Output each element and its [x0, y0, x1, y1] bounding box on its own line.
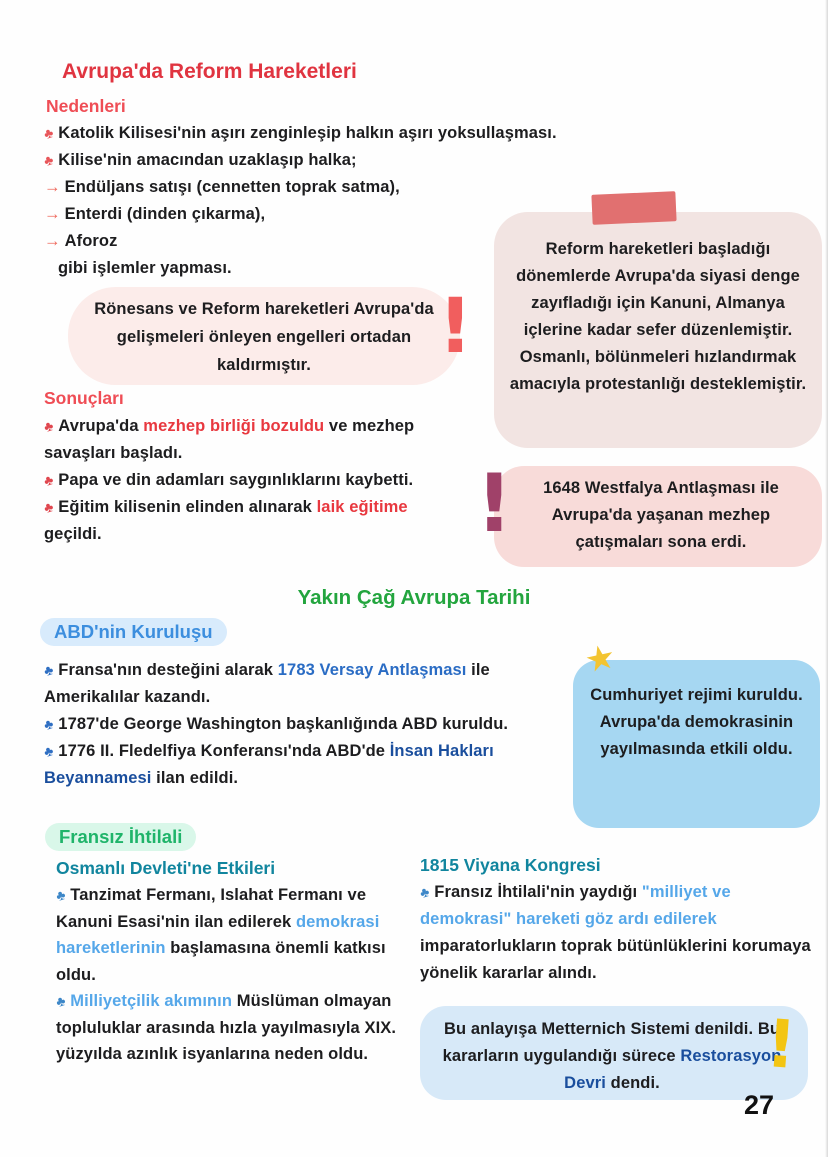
ottoman-column — [53, 858, 414, 1068]
metternich-note-box — [420, 1006, 808, 1100]
text-segment: Papa ve din adamları saygınlıklarını kaybetti. — [58, 471, 414, 489]
text-segment: Eğitim kilisenin elinden alınarak — [58, 498, 317, 516]
metternich-note-text — [420, 1006, 808, 1097]
list-item — [53, 988, 414, 1068]
text-segment-blue: Restorasyon Devri — [564, 1047, 782, 1092]
westphalia-note-box — [494, 466, 822, 567]
text-segment-blue: 1783 Versay Antlaşması — [277, 661, 467, 679]
club-bullet-icon: ♣ — [417, 882, 432, 902]
text-segment: imparatorlukların toprak bütünlüklerini korumaya yönelik kararlar alındı. — [420, 937, 811, 982]
taped-note-text: Reform hareketleri başladığı dönemlerde Avrupa'da siyasi denge zayıfladığı için Kanuni, Almanya içlerine kadar sefer düzenlemiştir. Osmanlı, bölünmeleri hızlandırmak amacıyla protestanlığı desteklemiştir. — [509, 240, 807, 393]
star-note-box — [573, 660, 820, 828]
exclamation-icon: ! — [763, 1005, 799, 1084]
club-bullet-icon: ♣ — [53, 991, 68, 1011]
vienna-column — [417, 855, 825, 987]
club-bullet-icon: ♣ — [41, 660, 56, 680]
results-heading: Sonuçları — [44, 388, 124, 408]
usa-heading: ABD'nin Kuruluşu — [40, 618, 227, 646]
tape-icon — [591, 191, 676, 225]
list-item — [41, 657, 582, 711]
text-segment: Fransız İhtilali'nin yaydığı — [434, 883, 642, 901]
text-segment: başlamasına önemli katkısı oldu. — [56, 939, 386, 984]
list-item-text: Kilise'nin amacından uzaklaşıp halka; — [58, 151, 357, 169]
page-number: 27 — [744, 1090, 775, 1120]
ottoman-heading: Osmanlı Devleti'ne Etkileri — [56, 858, 276, 878]
text-segment-red: laik eğitime — [316, 498, 408, 516]
usa-list — [41, 657, 582, 792]
text-segment-blue: "milliyet ve demokrasi" hareketi göz ardı edilerek — [420, 883, 731, 928]
text-segment: 1787'de George Washington başkanlığında ABD kuruldu. — [58, 715, 509, 733]
results-list — [41, 413, 449, 548]
list-item — [41, 494, 449, 548]
club-bullet-icon: ♣ — [41, 741, 56, 761]
page-title: Avrupa'da Reform Hareketleri — [62, 60, 357, 83]
exclamation-icon: ! — [438, 281, 473, 370]
vienna-heading: 1815 Viyana Kongresi — [420, 855, 601, 875]
arrow-icon: → — [44, 178, 61, 196]
causes-heading: Nedenleri — [46, 96, 126, 116]
club-bullet-icon: ♣ — [41, 123, 56, 143]
text-segment: 1776 II. Fledelfiya Konferansı'nda ABD'de — [58, 742, 390, 760]
list-item — [41, 147, 604, 174]
text-segment-blue: Milliyetçilik akımının — [70, 992, 233, 1010]
list-item — [53, 882, 414, 988]
arrow-icon: → — [44, 232, 61, 250]
text-segment-blue: demokrasi hareketlerinin — [56, 912, 380, 957]
list-item — [44, 174, 604, 201]
westphalia-note-text: 1648 Westfalya Antlaşması ile Avrupa'da yaşanan mezhep çatışmaları sona erdi. — [543, 479, 779, 551]
star-note-text: Cumhuriyet rejimi kuruldu. Avrupa'da demokrasinin yayılmasında etkili oldu. — [590, 686, 803, 758]
taped-note-box — [494, 212, 822, 448]
list-item-text: Aforoz — [64, 232, 118, 250]
text-segment: ve mezhep savaşları başladı. — [44, 417, 415, 462]
list-item — [41, 120, 604, 147]
club-bullet-icon: ♣ — [41, 714, 56, 734]
text-segment: Müslüman olmayan topluluklar arasında hızla yayılmasıyla XIX. yüzyılda azınlık isyanlarına neden oldu. — [56, 992, 397, 1063]
section-title: Yakın Çağ Avrupa Tarihi — [297, 586, 531, 609]
list-item-text: Enterdi (dinden çıkarma), — [64, 205, 266, 223]
text-segment: dendi. — [605, 1074, 660, 1092]
text-segment: Fransa'nın desteğini alarak — [58, 661, 278, 679]
text-segment-blue: İnsan Hakları Beyannamesi — [44, 742, 494, 787]
club-bullet-icon: ♣ — [41, 497, 56, 517]
list-item — [41, 711, 582, 738]
club-bullet-icon: ♣ — [41, 416, 56, 436]
text-segment: geçildi. — [44, 525, 102, 543]
club-bullet-icon: ♣ — [41, 150, 56, 170]
text-segment: Tanzimat Fermanı, Islahat Fermanı ve Kanuni Esasi'nin ilan edilerek — [56, 886, 367, 931]
usa-heading-container — [40, 618, 227, 646]
list-item-text: Endüljans satışı (cennetten toprak satma), — [64, 178, 400, 196]
star-icon: ★ — [581, 637, 620, 681]
french-revolution-heading-container — [45, 823, 196, 851]
list-item — [417, 879, 825, 987]
list-item-text: Katolik Kilisesi'nin aşırı zenginleşip halkın aşırı yoksullaşması. — [58, 124, 557, 142]
list-item — [41, 467, 449, 494]
emphasis-note-box — [68, 287, 460, 385]
list-item-continuation: gibi işlemler yapması. — [58, 259, 232, 277]
emphasis-note-text: Rönesans ve Reform hareketleri Avrupa'da gelişmeleri önleyen engelleri ortadan kaldırmıştır. — [94, 300, 434, 374]
text-segment-red: mezhep birliği bozuldu — [143, 417, 325, 435]
text-segment: Avrupa'da — [58, 417, 144, 435]
list-item — [41, 413, 449, 467]
list-item — [41, 738, 582, 792]
text-segment: ilan edildi. — [151, 769, 239, 787]
exclamation-icon: ! — [476, 457, 513, 550]
french-revolution-heading: Fransız İhtilali — [45, 823, 196, 851]
text-segment: ile Amerikalılar kazandı. — [44, 661, 490, 706]
text-segment: Bu anlayışa Metternich Sistemi denildi. Bu kararların uygulandığı sürece — [442, 1020, 781, 1065]
club-bullet-icon: ♣ — [53, 885, 68, 905]
club-bullet-icon: ♣ — [41, 470, 56, 490]
arrow-icon: → — [44, 205, 61, 223]
